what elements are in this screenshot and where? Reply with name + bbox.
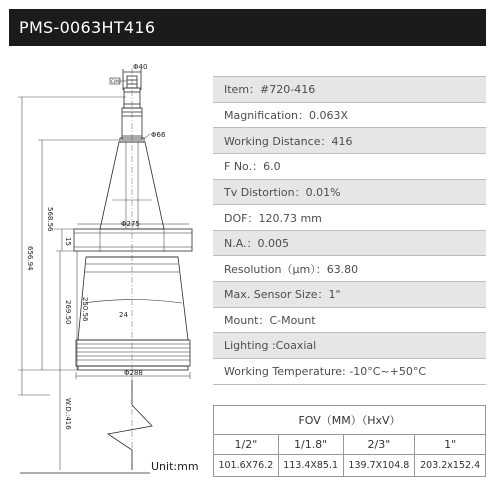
spec-row xyxy=(213,282,486,308)
spec-tv-distortion: Tv Distortion：0.01% xyxy=(213,179,486,205)
dim-24: 24 xyxy=(119,311,128,319)
fov-table xyxy=(213,405,486,477)
dim-250: 250.56 xyxy=(81,297,89,322)
fov-size-cell: 2/3" xyxy=(343,435,415,455)
spec-row xyxy=(213,153,486,179)
dim-15: 15 xyxy=(64,237,72,246)
fov-value-cell: 113.4X85.1 xyxy=(278,455,343,477)
fov-size-cell: 1/1.8" xyxy=(278,435,343,455)
spec-dof: DOF：120.73 mm xyxy=(213,205,486,231)
dim-656: 656.94 xyxy=(26,246,34,271)
spec-row xyxy=(213,359,486,385)
dim-wd: W.D.:416 xyxy=(64,398,72,430)
spec-item: Item：#720-416 xyxy=(213,77,486,103)
fov-size-cell: 1" xyxy=(415,435,486,455)
fov-sensor-size-row xyxy=(214,435,486,455)
spec-row xyxy=(213,128,486,154)
dim-568: 568.56 xyxy=(46,207,54,232)
spec-row xyxy=(213,333,486,359)
spec-row xyxy=(213,179,486,205)
lens-technical-drawing xyxy=(0,55,210,489)
fov-size-cell: 1/2" xyxy=(214,435,279,455)
spec-na: N.A.：0.005 xyxy=(213,230,486,256)
spec-magnification: Magnification：0.063X xyxy=(213,102,486,128)
spec-mount: Mount：C-Mount xyxy=(213,307,486,333)
spec-row xyxy=(213,307,486,333)
dim-phi275: Φ275 xyxy=(121,220,140,228)
spec-row xyxy=(213,205,486,231)
spec-table xyxy=(213,76,486,385)
dim-phi40: Φ40 xyxy=(133,63,148,71)
dim-phi66: Φ66 xyxy=(151,131,166,139)
fov-header-row xyxy=(214,406,486,435)
unit-label: Unit:mm xyxy=(151,460,199,473)
page-title: PMS-0063HT416 xyxy=(9,9,486,46)
spec-working-distance: Working Distance：416 xyxy=(213,128,486,154)
spec-resolution: Resolution（μm）：63.80 xyxy=(213,256,486,282)
spec-f-number: F No.：6.0 xyxy=(213,153,486,179)
spec-row xyxy=(213,77,486,103)
spec-lighting: Lighting :Coaxial xyxy=(213,333,486,359)
fov-value-cell: 203.2x152.4 xyxy=(415,455,486,477)
dim-269: 269.50 xyxy=(64,300,72,325)
fov-value-row xyxy=(214,455,486,477)
spec-row xyxy=(213,102,486,128)
dim-phi288: Φ288 xyxy=(124,369,143,377)
fov-header: FOV（MM）（HxV） xyxy=(214,406,486,435)
dim-thread: C(M) xyxy=(111,79,121,84)
spec-row xyxy=(213,230,486,256)
spec-working-temperature: Working Temperature: -10°C~+50°C xyxy=(213,359,486,385)
fov-value-cell: 101.6X76.2 xyxy=(214,455,279,477)
fov-value-cell: 139.7X104.8 xyxy=(343,455,415,477)
spec-max-sensor: Max. Sensor Size：1" xyxy=(213,282,486,308)
spec-row xyxy=(213,256,486,282)
